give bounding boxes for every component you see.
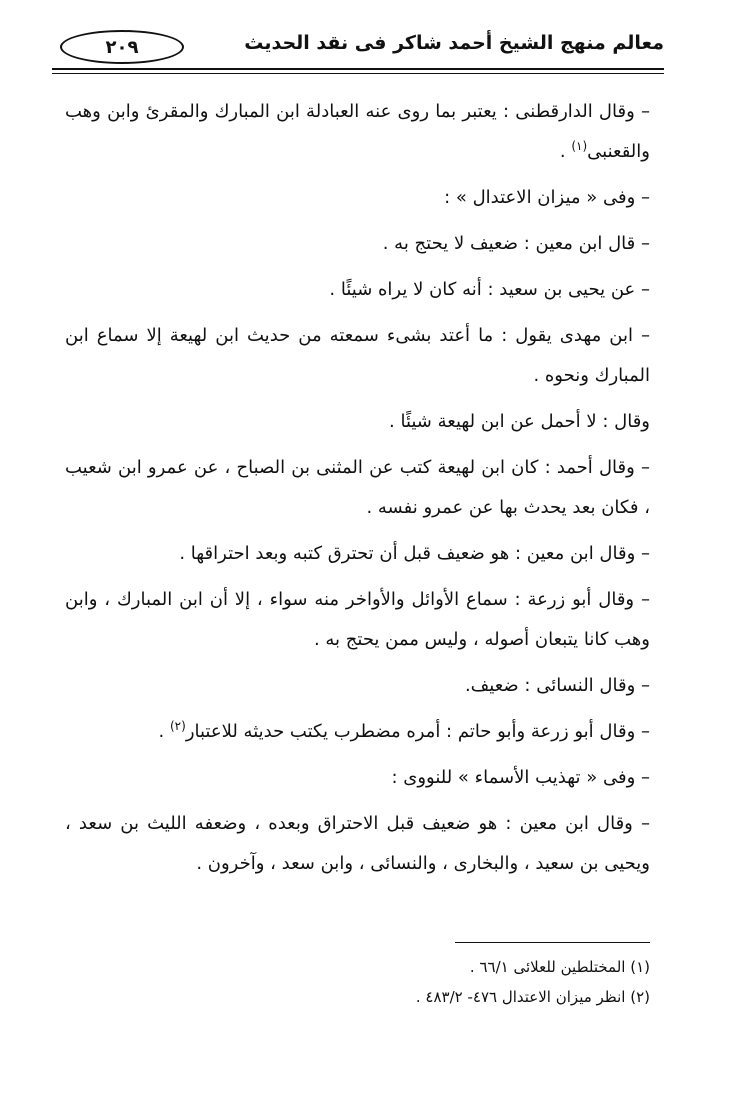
footnote-ref: (٢)	[169, 719, 186, 733]
paragraph: – وقال النسائى : ضعيف.	[464, 675, 650, 696]
paragraph: – وفى « ميزان الاعتدال » :	[444, 187, 650, 208]
main-text	[65, 92, 650, 890]
paragraph: – وفى « تهذيب الأسماء » للنووى :	[391, 767, 650, 788]
page-number: ٢٠٩	[60, 30, 184, 64]
paragraph: – وقال الدارقطنى : يعتبر بما روى عنه العبادلة ابن المبارك والمقرئ وابن وهب والقعنبى$^{(١)}$ .	[65, 101, 650, 162]
footnotes	[65, 952, 650, 1012]
header-rule	[52, 68, 664, 70]
paragraph: – وقال أحمد : كان ابن لهيعة كتب عن المثنى بن الصباح ، عن عمرو ابن شعيب ، فكان بعد يحدث بها عن عمرو نفسه .	[65, 457, 650, 518]
page-header	[52, 18, 664, 72]
running-title: معالم منهج الشيخ أحمد شاكر فى نقد الحديث	[244, 32, 664, 54]
paragraph: – وقال أبو زرعة وأبو حاتم : أمره مضطرب يكتب حديثه للاعتبار$^{(٢)}$ .	[158, 719, 650, 742]
paragraph: – قال ابن معين : ضعيف لا يحتج به .	[382, 233, 650, 254]
footnote: (٢) انظر ميزان الاعتدال ٤٧٦- ٤٨٣/٢ .	[415, 988, 650, 1006]
footnote: (١) المختلطين للعلائى ٦٦/١ .	[469, 958, 650, 976]
paragraph: – وقال أبو زرعة : سماع الأوائل والأواخر منه سواء ، إلا أن ابن المبارك ، وابن وهب كانا يتبعان أصوله ، وليس ممن يحتج به .	[65, 589, 650, 650]
footnote-separator	[455, 942, 650, 943]
paragraph: – ابن مهدى يقول : ما أعتد بشىء سمعته من حديث ابن لهيعة إلا سماع ابن المبارك ونحوه .	[65, 325, 650, 386]
paragraph: – عن يحيى بن سعيد : أنه كان لا يراه شيئًا .	[329, 279, 650, 300]
header-rule-thin	[52, 73, 664, 74]
paragraph: – وقال ابن معين : هو ضعيف قبل أن تحترق كتبه وبعد احتراقها .	[179, 543, 650, 564]
paragraph: – وقال ابن معين : هو ضعيف قبل الاحتراق وبعده ، وضعفه الليث بن سعد ، ويحيى بن سعيد ، والبخارى ، والنسائى ، وابن سعد ، وآخرون .	[65, 813, 650, 874]
paragraph: وقال : لا أحمل عن ابن لهيعة شيئًا .	[389, 411, 650, 432]
footnote-ref: (١)	[571, 139, 588, 153]
